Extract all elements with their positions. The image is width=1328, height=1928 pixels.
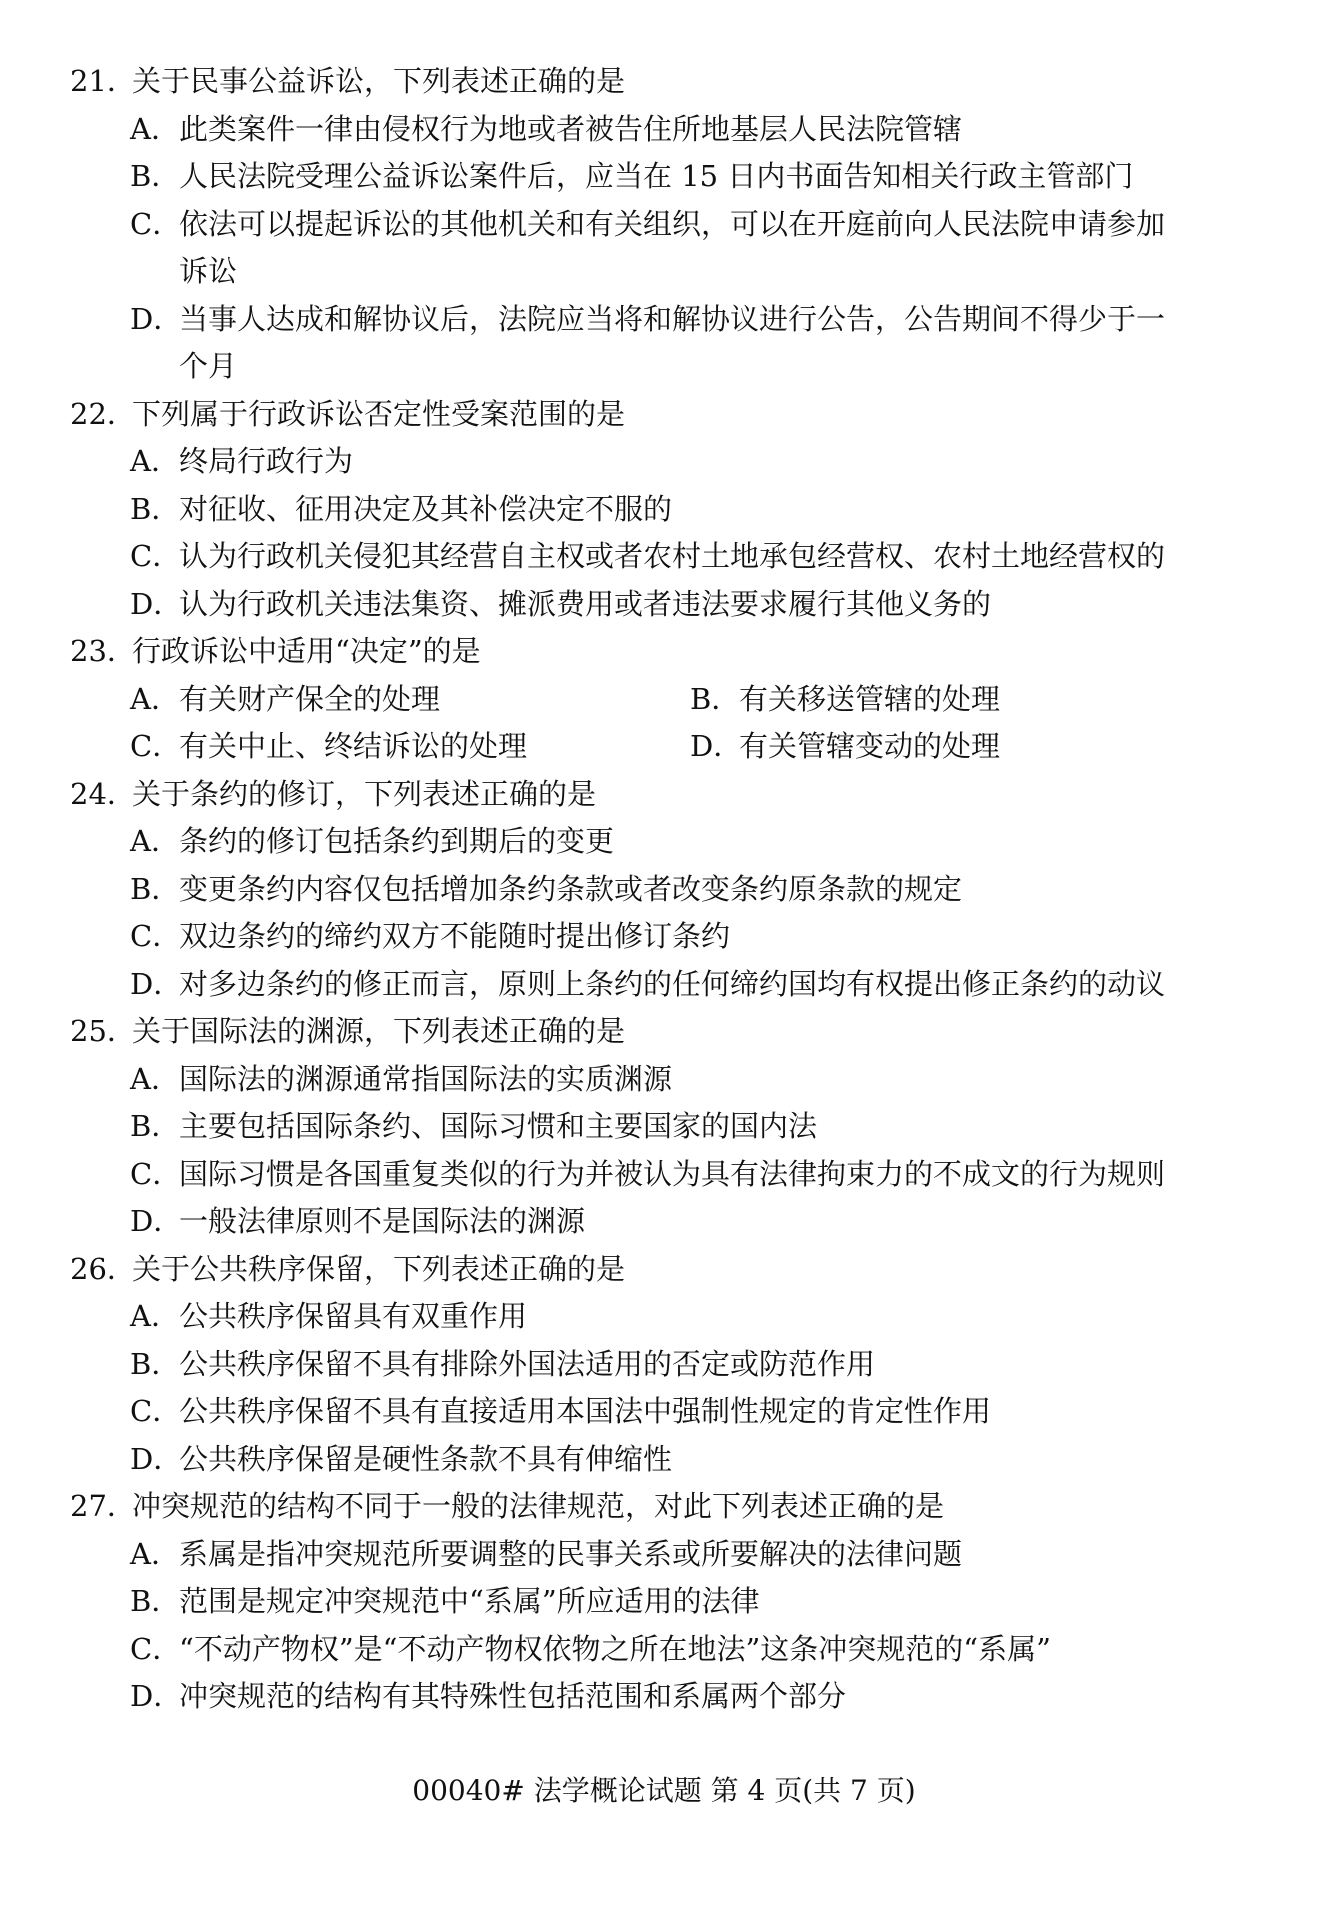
option-text: 有关移送管辖的处理	[739, 681, 1001, 716]
option-b	[70, 1341, 1250, 1389]
question-stem	[70, 1246, 1250, 1294]
option-c	[70, 533, 1250, 581]
option-c	[70, 1388, 1250, 1436]
question-text: 关于条约的修订，下列表述正确的是	[132, 776, 597, 811]
option-d	[70, 1673, 1250, 1721]
option-text: 公共秩序保留具有双重作用	[179, 1299, 528, 1333]
option-letter: D．	[130, 586, 183, 621]
option-letter: A．	[130, 824, 180, 858]
option-text: 条约的修订包括条约到期后的变更	[179, 824, 615, 858]
option-c	[130, 723, 690, 771]
option-text: 有关管辖变动的处理	[739, 729, 1001, 763]
question-number: 27．	[70, 1489, 136, 1523]
question-24	[70, 771, 1250, 1009]
question-text: 行政诉讼中适用“决定”的是	[132, 634, 481, 668]
option-d	[70, 1436, 1250, 1484]
question-text: 关于公共秩序保留，下列表述正确的是	[132, 1251, 626, 1286]
option-letter: D．	[130, 1204, 183, 1238]
option-letter: C．	[130, 729, 182, 763]
option-text: 此类案件一律由侵权行为地或者被告住所地基层人民法院管辖	[179, 111, 963, 146]
option-text: 当事人达成和解协议后，法院应当将和解协议进行公告，公告期间不得少于一个月	[179, 301, 1166, 383]
option-c	[70, 913, 1250, 961]
question-stem	[70, 391, 1250, 439]
question-26	[70, 1246, 1250, 1484]
page-footer: 00040# 法学概论试题 第 4 页(共 7 页)	[412, 1774, 916, 1807]
option-d	[70, 581, 1250, 629]
option-text: 系属是指冲突规范所要调整的民事关系或所要解决的法律问题	[179, 1536, 963, 1571]
option-letter: B．	[130, 1584, 181, 1618]
option-letter: B．	[130, 871, 181, 906]
question-stem	[70, 58, 1250, 106]
question-text: 下列属于行政诉讼否定性受案范围的是	[132, 396, 626, 431]
option-a	[130, 676, 690, 724]
question-text: 关于民事公益诉讼，下列表述正确的是	[132, 64, 626, 98]
option-letter: A．	[130, 444, 180, 478]
option-a	[70, 1056, 1250, 1104]
option-c	[70, 201, 1250, 296]
option-a	[70, 1293, 1250, 1341]
option-a	[70, 1531, 1250, 1579]
option-text: 双边条约的缔约双方不能随时提出修订条约	[179, 919, 731, 953]
option-letter: C．	[130, 1631, 182, 1666]
option-c	[70, 1151, 1250, 1199]
option-b	[70, 1103, 1250, 1151]
option-b	[70, 1578, 1250, 1626]
option-letter: A．	[130, 1299, 180, 1333]
option-letter: D．	[130, 1679, 183, 1713]
option-letter: B．	[130, 159, 181, 193]
question-23	[70, 628, 1250, 771]
option-row	[70, 723, 1250, 771]
option-text: 人民法院受理公益诉讼案件后，应当在 15 日内书面告知相关行政主管部门	[179, 159, 1134, 193]
option-text: 冲突规范的结构有其特殊性包括范围和系属两个部分	[179, 1679, 847, 1713]
question-stem	[70, 1008, 1250, 1056]
option-c	[70, 1626, 1250, 1674]
question-stem	[70, 1483, 1250, 1531]
option-letter: C．	[130, 1394, 182, 1428]
option-b	[70, 486, 1250, 534]
option-text: 国际法的渊源通常指国际法的实质渊源	[179, 1061, 673, 1096]
option-letter: B．	[130, 1109, 181, 1143]
option-b	[70, 866, 1250, 914]
option-d	[690, 723, 1250, 771]
option-letter: C．	[130, 1156, 182, 1191]
option-text: 公共秩序保留是硬性条款不具有伸缩性	[179, 1441, 673, 1476]
option-letter: B．	[690, 681, 741, 716]
question-22	[70, 391, 1250, 629]
option-d	[70, 961, 1250, 1009]
question-number: 22．	[70, 396, 136, 431]
option-text: 对征收、征用决定及其补偿决定不服的	[179, 491, 673, 526]
option-letter: C．	[130, 539, 182, 573]
option-letter: D．	[690, 729, 743, 763]
option-text: 对多边条约的修正而言，原则上条约的任何缔约国均有权提出修正条约的动议	[179, 966, 1166, 1001]
option-letter: D．	[130, 966, 183, 1001]
option-b	[690, 676, 1250, 724]
option-text: 有关中止、终结诉讼的处理	[179, 729, 528, 763]
option-letter: A．	[130, 1536, 180, 1571]
question-list	[70, 58, 1250, 1721]
question-number: 21．	[70, 64, 136, 98]
option-text: 认为行政机关违法集资、摊派费用或者违法要求履行其他义务的	[179, 586, 992, 621]
question-number: 25．	[70, 1014, 136, 1048]
option-text: 公共秩序保留不具有排除外国法适用的否定或防范作用	[179, 1346, 876, 1381]
option-text: 一般法律原则不是国际法的渊源	[179, 1204, 586, 1238]
question-27	[70, 1483, 1250, 1721]
question-text: 冲突规范的结构不同于一般的法律规范，对此下列表述正确的是	[132, 1489, 945, 1523]
option-a	[70, 106, 1250, 154]
option-row	[70, 676, 1250, 724]
option-text: 依法可以提起诉讼的其他机关和有关组织，可以在开庭前向人民法院申请参加诉讼	[179, 206, 1166, 288]
option-letter: C．	[130, 919, 182, 953]
option-text: 公共秩序保留不具有直接适用本国法中强制性规定的肯定性作用	[179, 1394, 992, 1428]
option-text: 国际习惯是各国重复类似的行为并被认为具有法律拘束力的不成文的行为规则	[179, 1156, 1166, 1191]
option-letter: B．	[130, 491, 181, 526]
question-stem	[70, 628, 1250, 676]
question-number: 24．	[70, 776, 136, 811]
option-b	[70, 153, 1250, 201]
question-number: 23．	[70, 634, 136, 668]
question-number: 26．	[70, 1251, 136, 1286]
question-25	[70, 1008, 1250, 1246]
option-letter: A．	[130, 111, 180, 146]
option-text: 终局行政行为	[179, 444, 354, 478]
option-letter: A．	[130, 681, 180, 716]
question-stem	[70, 771, 1250, 819]
option-d	[70, 296, 1250, 391]
option-text: 变更条约内容仅包括增加条约条款或者改变条约原条款的规定	[179, 871, 963, 906]
option-a	[70, 818, 1250, 866]
option-text: “不动产物权”是“不动产物权依物之所在地法”这条冲突规范的“系属”	[179, 1631, 1051, 1666]
option-letter: D．	[130, 301, 183, 336]
option-text: 认为行政机关侵犯其经营自主权或者农村土地承包经营权、农村土地经营权的	[179, 539, 1166, 573]
question-text: 关于国际法的渊源，下列表述正确的是	[132, 1014, 626, 1048]
option-text: 有关财产保全的处理	[179, 681, 441, 716]
option-a	[70, 438, 1250, 486]
option-text: 主要包括国际条约、国际习惯和主要国家的国内法	[179, 1109, 818, 1143]
option-letter: C．	[130, 206, 182, 241]
option-letter: A．	[130, 1061, 180, 1096]
option-d	[70, 1198, 1250, 1246]
option-letter: D．	[130, 1441, 183, 1476]
option-letter: B．	[130, 1346, 181, 1381]
question-21	[70, 58, 1250, 391]
option-text: 范围是规定冲突规范中“系属”所应适用的法律	[179, 1584, 760, 1618]
